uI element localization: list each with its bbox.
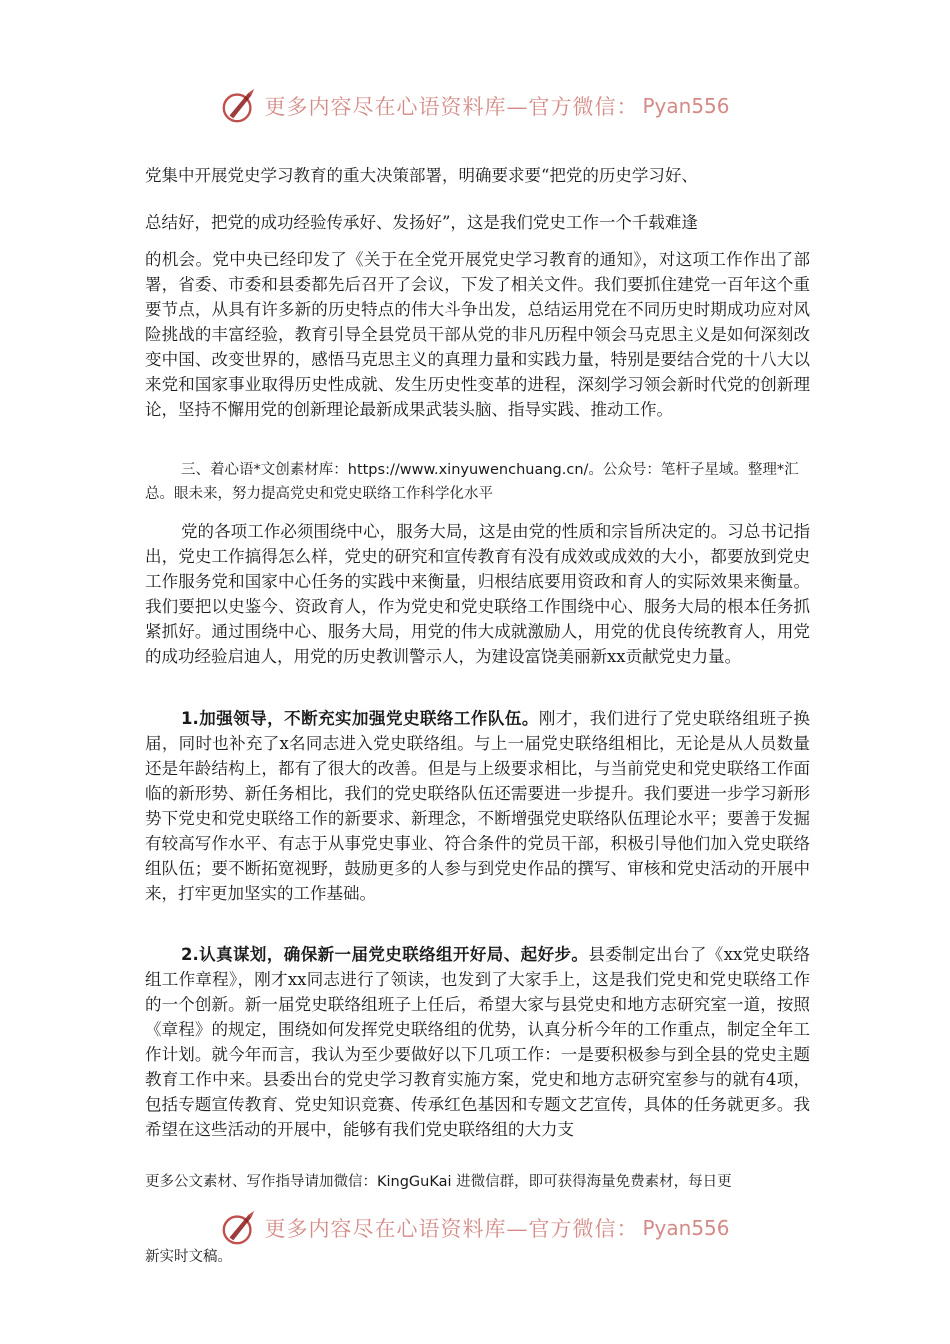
paragraph-2: 党的各项工作必须围绕中心，服务大局，这是由党的性质和宗旨所决定的。习总书记指出，党史工作搞得怎么样，党史的研究和宣传教育有没有成效或成效的大小，都要放到党史工作服务党和国家中心任务的实践中来衡量，归根结底要用资政和育人的实际效果来衡量。我们要把以史鉴今、资政育人，作为党史和党史联络工作围绕中心、服务大局的根本任务抓紧抓好。通过围绕中心、服务大局，用党的伟大成就激励人，用党的优良传统教育人，用党的成功经验启迪人，用党的历史教训警示人，为建设富饶美丽新xx贡献党史力量。	[145, 522, 810, 666]
paragraph-1-line-2: 总结好，把党的成功经验传承好、发扬好”，这是我们党史工作一个千载难逢	[145, 213, 698, 232]
paragraph-3	[145, 706, 810, 906]
section-3-heading: 三、着心语*文创素材库：https://www.xinyuwenchuang.cn/。公众号：笔杆子星域。整理*汇总。眼未来，努力提高党史和党史联络工作科学化水平	[145, 462, 799, 502]
quill-logo-icon	[220, 87, 258, 125]
watermark-wechat-id: Pyan556	[642, 94, 730, 118]
paragraph-4-body: 县委制定出台了《xx党史联络组工作章程》，刚才xx同志进行了领读，也发到了大家手上，这是我们党史和党史联络工作的一个创新。新一届党史联络组班子上任后，希望大家与县党史和地方志研究室一道，按照《章程》的规定，围绕如何发挥党史联络组的优势，认真分析今年的工作重点，制定全年工作计划。就今年而言，我认为至少要做好以下几项工作：一是要积极参与到全县的党史主题教育工作中来。县委出台的党史学习教育实施方案，党史和地方志研究室参与的就有4项，包括专题宣传教育、党史知识竞赛、传承红色基因和专题文艺宣传，具体的任务就更多。我希望在这些活动的开展中，能够有我们党史联络组的大力支	[145, 945, 810, 1139]
paragraph-3-lead: 1.加强领导，不断充实加强党史联络工作队伍。	[181, 709, 539, 728]
watermark-header	[0, 84, 950, 128]
paragraph-1-rest: 的机会。党中央已经印发了《关于在全党开展党史学习教育的通知》，对这项工作作出了部署，省委、市委和县委都先后召开了会议，下发了相关文件。我们要抓住建党一百年这个重要节点，从具有许多新的历史特点的伟大斗争出发，总结运用党在不同历史时期成功应对风险挑战的丰富经验，教育引导全县党员干部从党的非凡历程中领会马克思主义是如何深刻改变中国、改变世界的，感悟马克思主义的真理力量和实践力量，特别是要结合党的十八大以来党和国家事业取得历史性成就、发生历史性变革的进程，深刻学习领会新时代党的创新理论，坚持不懈用党的创新理论最新成果武装头脑、指导实践、推动工作。	[145, 250, 810, 419]
paragraph-3-body: 刚才，我们进行了党史联络组班子换届，同时也补充了x名同志进入党史联络组。与上一届党史联络组相比，无论是从人员数量还是年龄结构上，都有了很大的改善。但是与上级要求相比，与当前党史和党史联络工作面临的新形势、新任务相比，我们的党史联络队伍还需要进一步提升。我们要进一步学习新形势下党史和党史联络工作的新要求、新理念，不断增强党史联络队伍理论水平；要善于发掘有较高写作水平、有志于从事党史事业、符合条件的党员干部，积极引导他们加入党史联络组队伍；要不断拓宽视野，鼓励更多的人参与到党史作品的撰写、审核和党史活动的开展中来，打牢更加坚实的工作基础。	[145, 709, 811, 903]
paragraph-1	[145, 163, 810, 422]
watermark-footer	[0, 1206, 950, 1250]
watermark-text: 更多内容尽在心语资料库—官方微信：	[264, 1217, 639, 1241]
footer-note-line-1: 更多公文素材、写作指导请加微信：KingGuKai 进微信群，即可获得海量免费素材，每日更	[145, 1174, 732, 1190]
paragraph-4-lead: 2.认真谋划，确保新一届党史联络组开好局、起好步。	[181, 945, 589, 964]
watermark-text: 更多内容尽在心语资料库—官方微信：	[264, 95, 639, 119]
watermark-wechat-id: Pyan556	[642, 1216, 730, 1240]
paragraph-1-line-1: 党集中开展党史学习教育的重大决策部署，明确要求要“把党的历史学习好、	[145, 166, 698, 185]
footer-note-line-2: 新实时文稿。	[145, 1249, 232, 1265]
quill-logo-icon	[220, 1209, 258, 1247]
paragraph-4	[145, 942, 810, 1142]
